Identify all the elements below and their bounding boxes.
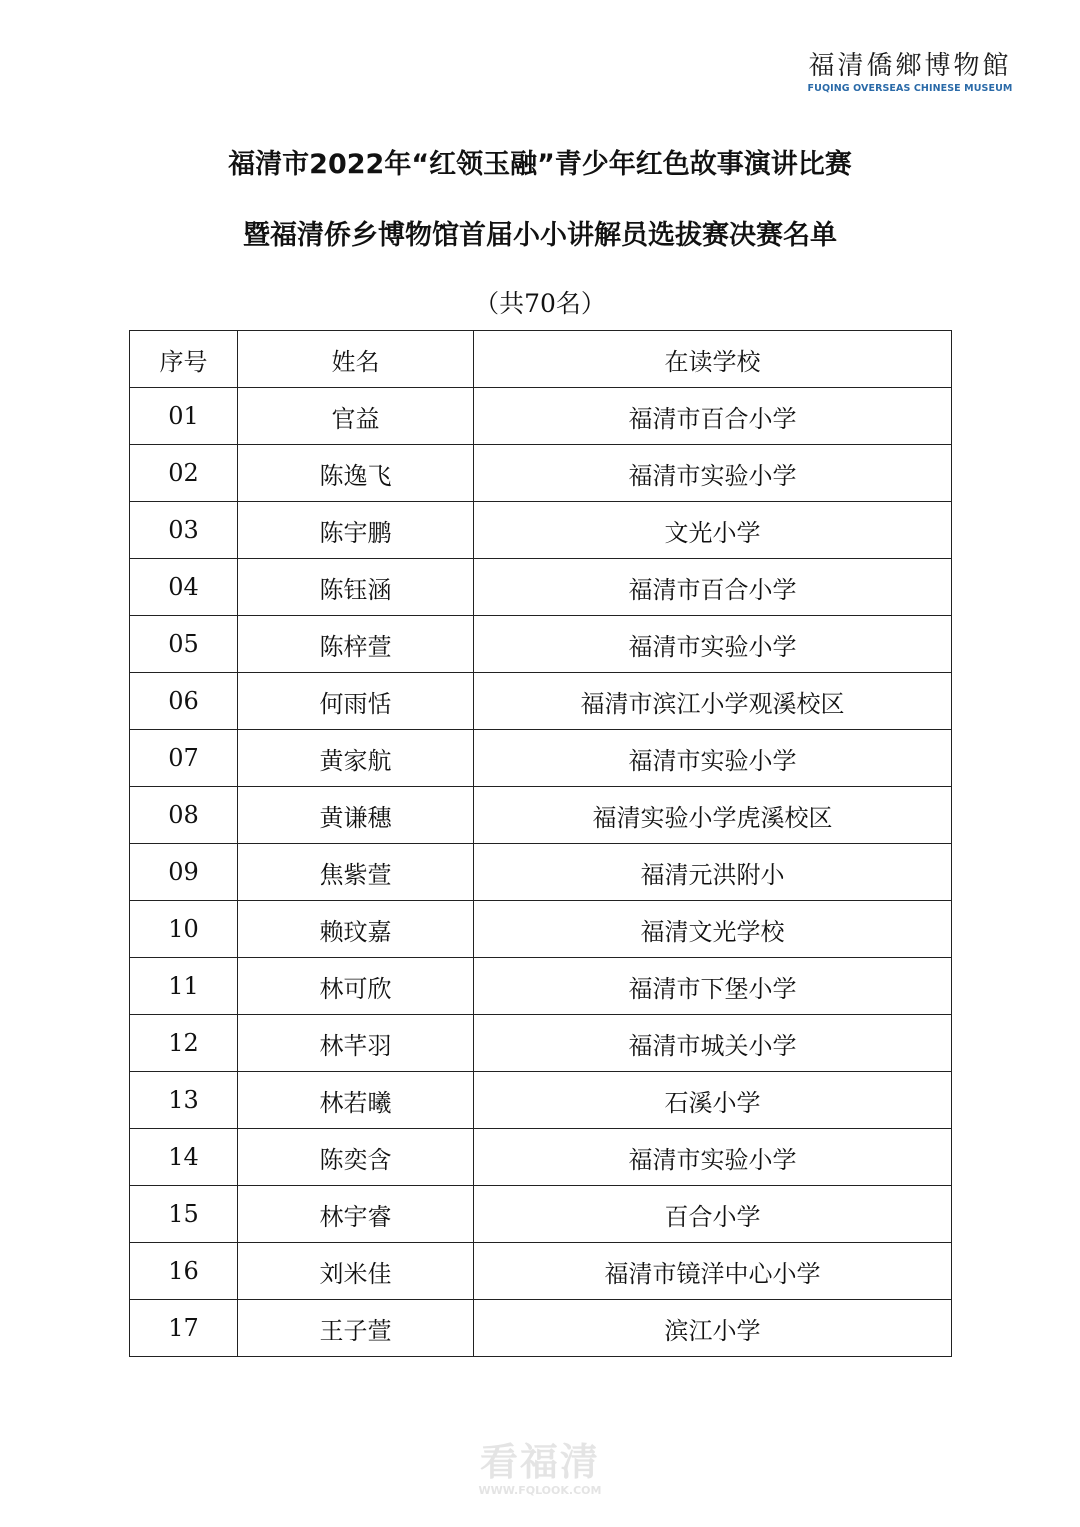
cell-name: 官益 (238, 388, 474, 445)
cell-serial: 03 (130, 502, 238, 559)
cell-name: 刘米佳 (238, 1243, 474, 1300)
document-title-line-1: 福清市2022年“红领玉融”青少年红色故事演讲比赛 (228, 149, 852, 180)
cell-school: 福清市滨江小学观溪校区 (474, 673, 952, 730)
cell-name: 焦紫萱 (238, 844, 474, 901)
cell-serial: 06 (130, 673, 238, 730)
cell-serial: 09 (130, 844, 238, 901)
cell-school: 滨江小学 (474, 1300, 952, 1357)
cell-school: 石溪小学 (474, 1072, 952, 1129)
table-row (130, 388, 952, 445)
cell-serial: 02 (130, 445, 238, 502)
table-row (130, 844, 952, 901)
cell-name: 陈奕含 (238, 1129, 474, 1186)
cell-school: 福清市城关小学 (474, 1015, 952, 1072)
cell-name: 赖玟嘉 (238, 901, 474, 958)
cell-serial: 07 (130, 730, 238, 787)
cell-name: 黄谦穗 (238, 787, 474, 844)
cell-serial: 16 (130, 1243, 238, 1300)
cell-name: 陈逸飞 (238, 445, 474, 502)
cell-serial: 17 (130, 1300, 238, 1357)
cell-serial: 10 (130, 901, 238, 958)
table-row (130, 559, 952, 616)
table-row (130, 1186, 952, 1243)
museum-logo (790, 50, 1030, 96)
cell-serial: 13 (130, 1072, 238, 1129)
watermark-chinese: 看福清 (479, 1440, 600, 1484)
cell-school: 文光小学 (474, 502, 952, 559)
table-row (130, 502, 952, 559)
cell-serial: 11 (130, 958, 238, 1015)
cell-school: 福清市实验小学 (474, 1129, 952, 1186)
cell-name: 林可欣 (238, 958, 474, 1015)
table-row (130, 1129, 952, 1186)
cell-school: 福清市镜洋中心小学 (474, 1243, 952, 1300)
museum-logo-chinese: 福清僑鄉博物館 (808, 51, 1012, 81)
watermark-url: WWW.FQLOOK.COM (478, 1484, 602, 1497)
cell-name: 王子萱 (238, 1300, 474, 1357)
document-title-line-2: 暨福清侨乡博物馆首届小小讲解员选拔赛决赛名单 (243, 220, 837, 251)
cell-school: 福清文光学校 (474, 901, 952, 958)
cell-name: 林芊羽 (238, 1015, 474, 1072)
cell-serial: 15 (130, 1186, 238, 1243)
cell-school: 福清市百合小学 (474, 559, 952, 616)
cell-name: 陈钰涵 (238, 559, 474, 616)
cell-school: 福清市下堡小学 (474, 958, 952, 1015)
cell-serial: 14 (130, 1129, 238, 1186)
table-row (130, 673, 952, 730)
table-row (130, 958, 952, 1015)
table-row (130, 1300, 952, 1357)
site-watermark (470, 1440, 610, 1498)
table-row (130, 1072, 952, 1129)
cell-name: 何雨恬 (238, 673, 474, 730)
table-row (130, 445, 952, 502)
cell-name: 陈宇鹏 (238, 502, 474, 559)
cell-name: 林宇睿 (238, 1186, 474, 1243)
museum-logo-english: FUQING OVERSEAS CHINESE MUSEUM (807, 83, 1013, 94)
cell-serial: 04 (130, 559, 238, 616)
cell-school: 福清市实验小学 (474, 616, 952, 673)
cell-school: 福清元洪附小 (474, 844, 952, 901)
cell-serial: 08 (130, 787, 238, 844)
header-serial: 序号 (130, 331, 238, 388)
finalist-table (129, 330, 952, 1357)
cell-school: 福清市实验小学 (474, 445, 952, 502)
table-row (130, 1243, 952, 1300)
cell-school: 福清实验小学虎溪校区 (474, 787, 952, 844)
table-row (130, 901, 952, 958)
cell-name: 陈梓萱 (238, 616, 474, 673)
table-row (130, 616, 952, 673)
cell-school: 福清市百合小学 (474, 388, 952, 445)
table-row (130, 1015, 952, 1072)
cell-serial: 01 (130, 388, 238, 445)
table-header-row (130, 331, 952, 388)
cell-serial: 05 (130, 616, 238, 673)
cell-school: 百合小学 (474, 1186, 952, 1243)
participant-count: （共70名） (474, 289, 606, 318)
header-name: 姓名 (238, 331, 474, 388)
header-school: 在读学校 (474, 331, 952, 388)
cell-name: 黄家航 (238, 730, 474, 787)
table-row (130, 730, 952, 787)
table-row (130, 787, 952, 844)
cell-name: 林若曦 (238, 1072, 474, 1129)
cell-serial: 12 (130, 1015, 238, 1072)
cell-school: 福清市实验小学 (474, 730, 952, 787)
